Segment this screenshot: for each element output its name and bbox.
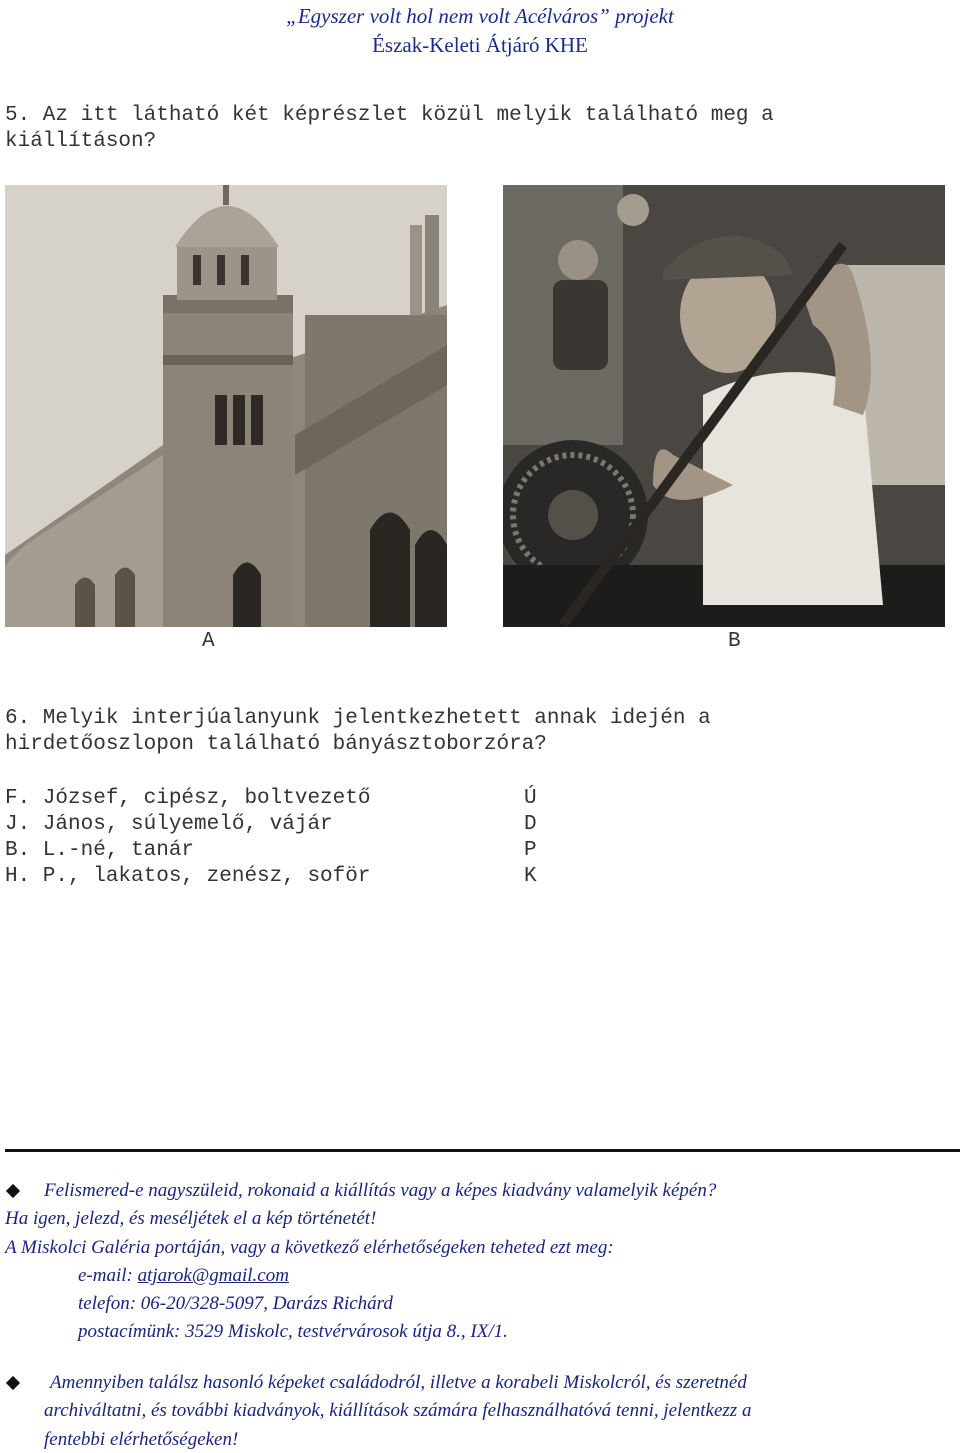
email-link[interactable]: atjarok@gmail.com (137, 1265, 289, 1286)
diamond-bullet-icon (6, 1376, 20, 1390)
divider (5, 1149, 960, 1152)
photo-b-worker (503, 185, 945, 627)
answer-text: J. János, súlyemelő, vájár (5, 813, 333, 836)
answer-letter: D (524, 813, 537, 836)
answer-text: B. L.-né, tanár (5, 839, 195, 862)
footer-line: A Miskolci Galéria portáján, vagy a következő elérhetőségeken teheted ezt meg: (5, 1237, 614, 1258)
postal-line: postacímünk: 3529 Miskolc, testvérvárosok útja 8., IX/1. (78, 1321, 508, 1342)
question-5-line-2: kiállításon? (5, 130, 157, 153)
photo-a-church (5, 185, 447, 627)
question-5 (5, 103, 905, 155)
email-line (78, 1264, 289, 1288)
question-6 (5, 706, 905, 758)
diamond-bullet-icon (6, 1184, 20, 1198)
question-6-line-2: hirdetőoszlopon található bányásztoborzóra? (5, 733, 547, 756)
question-5-line-1: 5. Az itt látható két képrészlet közül melyik található meg a (5, 104, 774, 127)
answer-list (5, 786, 565, 890)
answer-text: H. P., lakatos, zenész, soför (5, 865, 371, 888)
answer-letter: K (524, 865, 537, 888)
footer-line: Amennyiben találsz hasonló képeket családodról, illetve a korabeli Miskolcról, és szeretnéd (50, 1372, 747, 1393)
answer-row (5, 864, 565, 890)
answer-row (5, 812, 565, 838)
label-b: B (728, 630, 741, 653)
organization-name: Észak-Keleti Átjáró KHE (372, 33, 588, 57)
answer-letter: Ú (524, 787, 537, 810)
label-a: A (202, 630, 215, 653)
email-label: e-mail: (78, 1265, 138, 1286)
project-title: „Egyszer volt hol nem volt Acélváros” projekt (286, 4, 674, 28)
answer-row (5, 786, 565, 812)
footer-line: Felismered-e nagyszüleid, rokonaid a kiállítás vagy a képes kiadvány valamelyik képén? (44, 1180, 717, 1201)
answer-letter: P (524, 839, 537, 862)
footer-line: fentebbi elérhetőségeken! (44, 1429, 239, 1450)
answer-row (5, 838, 565, 864)
question-6-line-1: 6. Melyik interjúalanyunk jelentkezhetett annak idején a (5, 707, 711, 730)
answer-text: F. József, cipész, boltvezető (5, 787, 371, 810)
phone-line: telefon: 06-20/328-5097, Darázs Richárd (78, 1293, 393, 1314)
footer-line: archiváltatni, és további kiadványok, kiállítások számára felhasználhatóvá tenni, jelentkezz a (44, 1400, 752, 1421)
footer-line: Ha igen, jelezd, és meséljétek el a kép történetét! (5, 1208, 377, 1229)
page-header (0, 2, 960, 60)
